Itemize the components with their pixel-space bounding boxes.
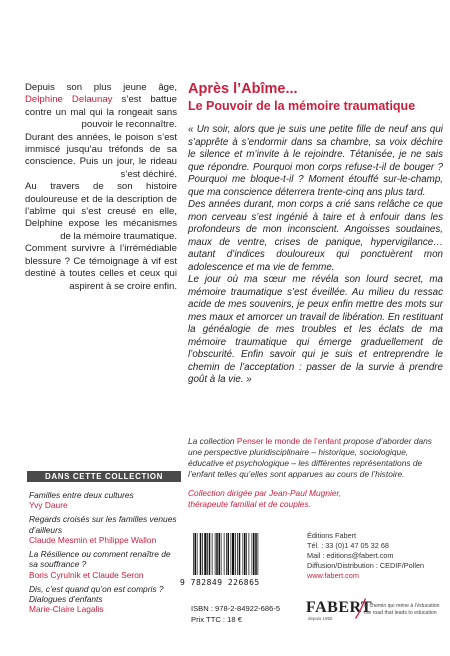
back-cover-blurb: [25, 82, 177, 293]
logo-tagline-en: the road that leads to education: [364, 610, 437, 616]
publisher-website: www.fabert.com: [307, 571, 359, 580]
barcode-image: [191, 533, 289, 575]
collection-item-title: Dis, c’est quand qu’on est compris ? Dialogues d’enfants: [29, 583, 164, 605]
excerpt-paragraph-1: « Un soir, alors que je suis une petite fille de neuf ans qui s’apprête à s’endormir dans sa chambre, sa voix déchire le silence et m’invite à le rejoindre. Tétanisée, je ne sais que répondre. Pourquoi mon corps refuse-t-il de bouger ? Pourquoi me bloque-t-il ? Moment étouffé sur-le-champ, que ma conscience déterrera trente-cinq ans plus tard.: [188, 124, 443, 198]
excerpt-paragraph-3: Le jour où ma sœur me révéla son lourd secret, ma mémoire traumatique s’est éveillée. Au milieu du ressac acide de mes souvenirs, je peux enfin mettre des mots sur mes maux et amorcer un travail de libération. En restituant la généalogie de mes troubles et les éclats de ma mémoire traumatique qui émerge graduellement de l’obscurité. Enfin savoir qui je suis et entreprendre le chemin de l’acceptation : passer de la survie à prendre goût à la vie. »: [188, 274, 443, 385]
blurb-paragraph: [25, 181, 177, 243]
collection-item-author: Claude Mesmin et Philippe Wallon: [29, 534, 157, 545]
blurb-paragraph: [25, 82, 177, 132]
blurb-text: s’est battue contre un mal qui la rongeait sans pouvoir le reconnaître.: [25, 94, 177, 131]
collection-item-title: La Résilience ou comment renaître de sa souffrance ?: [29, 549, 171, 570]
publisher-name: Éditions Fabert: [307, 531, 357, 540]
collection-name: Penser le monde de l’enfant: [236, 436, 342, 446]
collection-intro: La collection: [188, 436, 237, 446]
excerpt-column: [188, 81, 443, 387]
collection-item-author: Yvy Daure: [29, 500, 68, 511]
collection-list-item: [29, 549, 181, 580]
collection-list: [29, 490, 181, 618]
blurb-text: Durant des années, le poison s’est immiscé jusqu’au tréfonds de sa conscience. Puis un jour, le rideau s’est déchiré.: [25, 131, 177, 180]
publisher-info: [307, 531, 447, 581]
book-excerpt: [188, 124, 443, 387]
barcode-number: 9 782849 226865: [180, 578, 260, 587]
collection-director: [188, 488, 388, 510]
publisher-email: Mail : editions@fabert.com: [307, 551, 394, 560]
book-subtitle: Le Pouvoir de la mémoire traumatique: [188, 99, 416, 113]
blurb-text: Au travers de son histoire douloureuse et de la description de l’abîme qui s’est creusé en elle, Delphine expose les mécanismes de la mémoire traumatique.: [25, 181, 177, 242]
collection-list-item: [29, 584, 181, 615]
blurb-paragraph: [25, 243, 177, 293]
director-line-2: thérapeute familial et de couples.: [188, 499, 311, 509]
excerpt-paragraph-2: Des années durant, mon corps a crié sans relâche ce que mon cerveau s’est ingénié à taire et à enfouir dans les profondeurs de mon inconscient. Angoisses soudaines, maux de ventre, crises de panique, hypervigilance… autant d’indices douloureux qui ponctuèrent mon adolescence et ma vie de femme.: [188, 199, 443, 273]
collection-purpose: propose d’aborder dans une perspective pluridisciplinaire – historique, sociologique, éducative et psychologique – les différentes représentations de l’enfant telles qu’elles sont apparues au cours de l’histoire.: [188, 436, 432, 479]
publisher-distribution: Diffusion/Distribution : CEDIF/Pollen: [307, 561, 425, 570]
logo-since: depuis 1955: [308, 616, 333, 621]
book-title: Après l’Abîme...: [188, 81, 298, 97]
price: Prix TTC : 18 €: [191, 615, 242, 624]
logo-tagline-fr: le chemin qui mène à l’éducation: [364, 603, 440, 609]
isbn-block: [191, 603, 280, 625]
collection-list-item: [29, 514, 181, 545]
blurb-text: Comment survivre à l’irrémédiable blessure ? Ce témoignage à vif est destiné à toutes celles et ceux qui aspirent à se croire enfin.: [25, 243, 177, 292]
collection-item-author: Boris Cyrulnik et Claude Seron: [29, 569, 144, 580]
director-line-1: Collection dirigée par Jean-Paul Mugnier,: [188, 488, 342, 498]
blurb-text: Depuis son plus jeune âge,: [25, 82, 177, 93]
collection-description: [188, 436, 443, 480]
logo-wordmark: FABERT: [306, 599, 373, 616]
collection-list-item: [29, 490, 181, 511]
collection-item-author: Marie-Claire Lagalis: [29, 604, 104, 615]
collection-list-header: DANS CETTE COLLECTION: [27, 471, 181, 482]
publisher-phone: Tél. : 33 (0)1 47 05 32 68: [307, 541, 389, 550]
collection-item-title: Familles entre deux cultures: [29, 490, 134, 500]
collection-item-title: Regards croisés sur les familles venues d’ailleurs: [29, 514, 177, 535]
isbn-number: ISBN : 978-2-84922-686-5: [191, 604, 281, 613]
author-name: Delphine Delaunay: [25, 94, 113, 106]
fabert-logo: [306, 596, 446, 624]
blurb-paragraph: [25, 132, 177, 182]
